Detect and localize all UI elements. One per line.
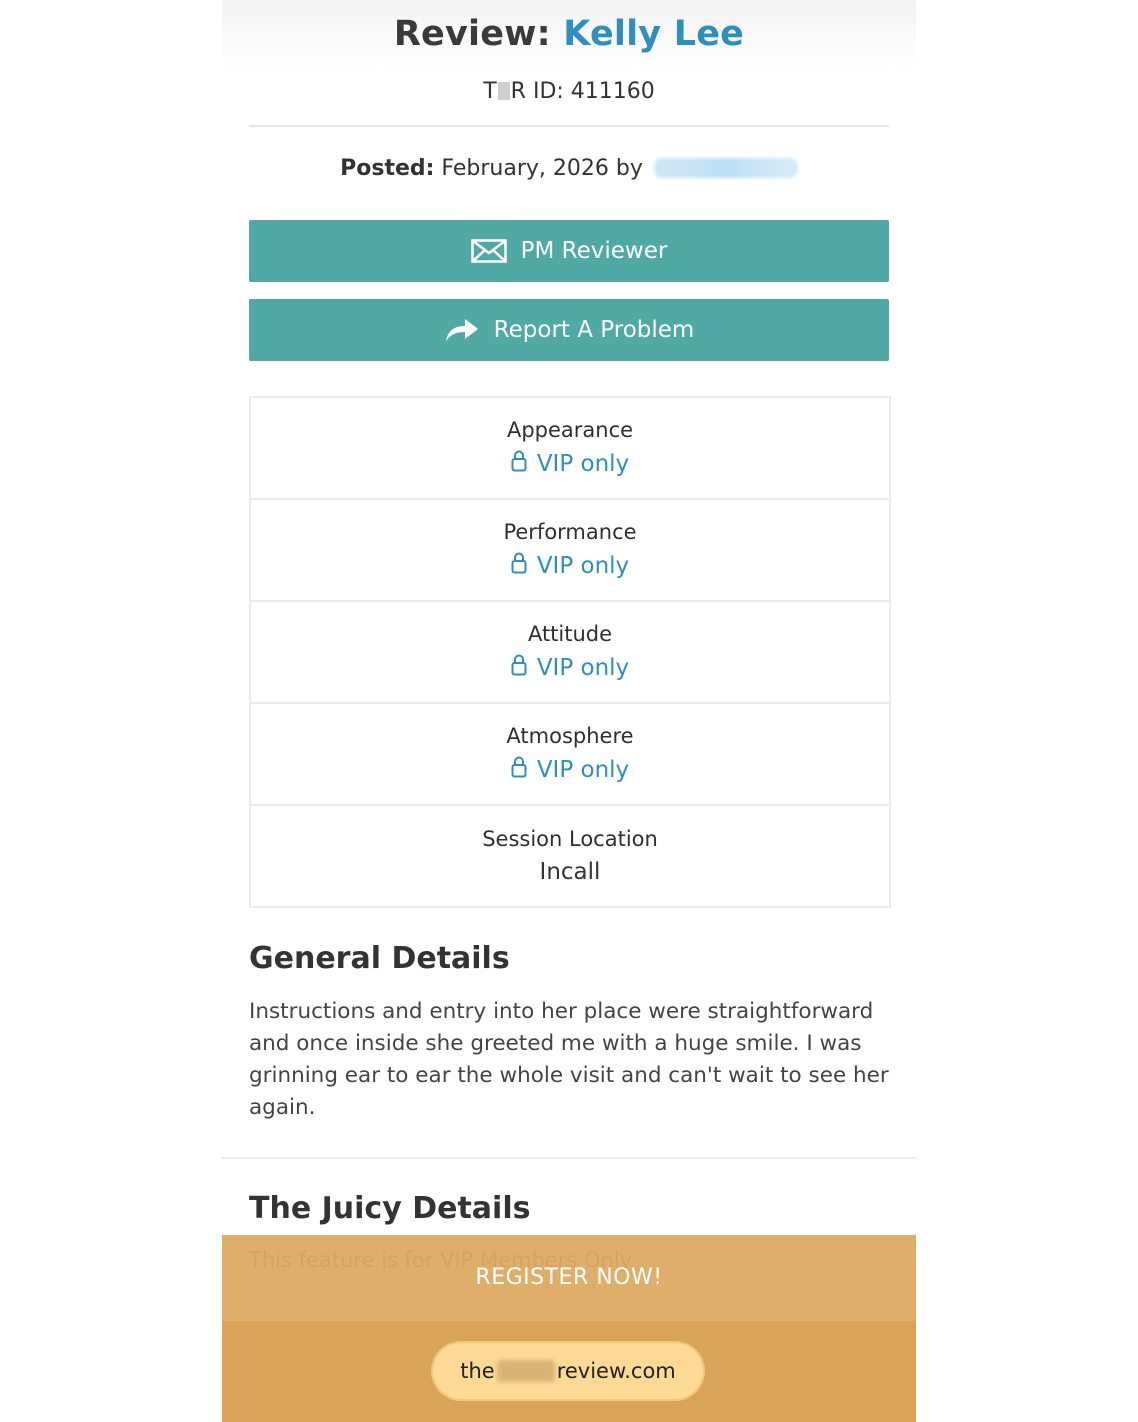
rating-label: Session Location (482, 827, 658, 851)
rating-label: Appearance (506, 418, 634, 442)
vip-only-link[interactable] (511, 756, 629, 784)
register-now-link[interactable]: REGISTER NOW! (475, 1265, 663, 1290)
section-divider (222, 1157, 916, 1159)
rating-value: Incall (539, 859, 601, 885)
site-name-redacted (497, 1360, 555, 1382)
trid-first-letter: T (483, 79, 497, 104)
trid-rest: R ID: 411160 (510, 79, 655, 104)
report-problem-label: Report A Problem (493, 317, 695, 343)
vip-only-link[interactable] (511, 552, 629, 580)
rating-row-attitude (251, 600, 889, 702)
lock-icon (511, 756, 527, 784)
posted-label: Posted: (340, 156, 435, 181)
rating-label: Attitude (527, 622, 613, 646)
report-problem-button[interactable] (249, 299, 889, 361)
rating-row-session-location (251, 804, 889, 906)
juicy-details-heading: The Juicy Details (249, 1191, 531, 1226)
provider-name-link[interactable]: Kelly Lee (563, 14, 745, 54)
general-details-heading: General Details (249, 941, 510, 976)
rating-value-plain (540, 859, 601, 885)
pm-reviewer-label: PM Reviewer (520, 238, 668, 264)
posted-date: February, 2026 by (434, 156, 643, 181)
rating-value: VIP only (536, 451, 630, 477)
rating-value: VIP only (536, 757, 630, 783)
lock-icon (511, 654, 527, 682)
rating-row-atmosphere (251, 702, 889, 804)
rating-label: Performance (503, 520, 637, 544)
rating-value: VIP only (536, 655, 630, 681)
vip-only-link[interactable] (511, 654, 629, 682)
reviewer-name-redacted[interactable] (654, 158, 798, 178)
share-arrow-icon (444, 317, 480, 343)
site-url-pill[interactable] (433, 1343, 703, 1399)
site-prefix: the (460, 1359, 495, 1383)
envelope-icon (471, 239, 507, 263)
lock-icon (511, 552, 527, 580)
posted-line (222, 156, 916, 181)
title-prefix: Review: (393, 14, 564, 54)
lock-icon (511, 450, 527, 478)
rating-row-performance (251, 498, 889, 600)
page-title (222, 14, 916, 54)
trid-id (222, 79, 916, 104)
ratings-table (249, 396, 891, 908)
site-suffix: review.com (556, 1359, 676, 1383)
register-banner (222, 1235, 916, 1422)
rating-label: Atmosphere (506, 724, 634, 748)
rating-value: VIP only (536, 553, 630, 579)
divider (249, 125, 889, 127)
pm-reviewer-button[interactable] (249, 220, 889, 282)
redacted-letter (498, 82, 510, 100)
general-details-text: Instructions and entry into her place were straightforward and once inside she greeted me with a huge smile. I was grinning ear to ear the whole visit and can't wait to see her again. (249, 999, 889, 1120)
rating-row-appearance (251, 398, 889, 498)
vip-only-link[interactable] (511, 450, 629, 478)
